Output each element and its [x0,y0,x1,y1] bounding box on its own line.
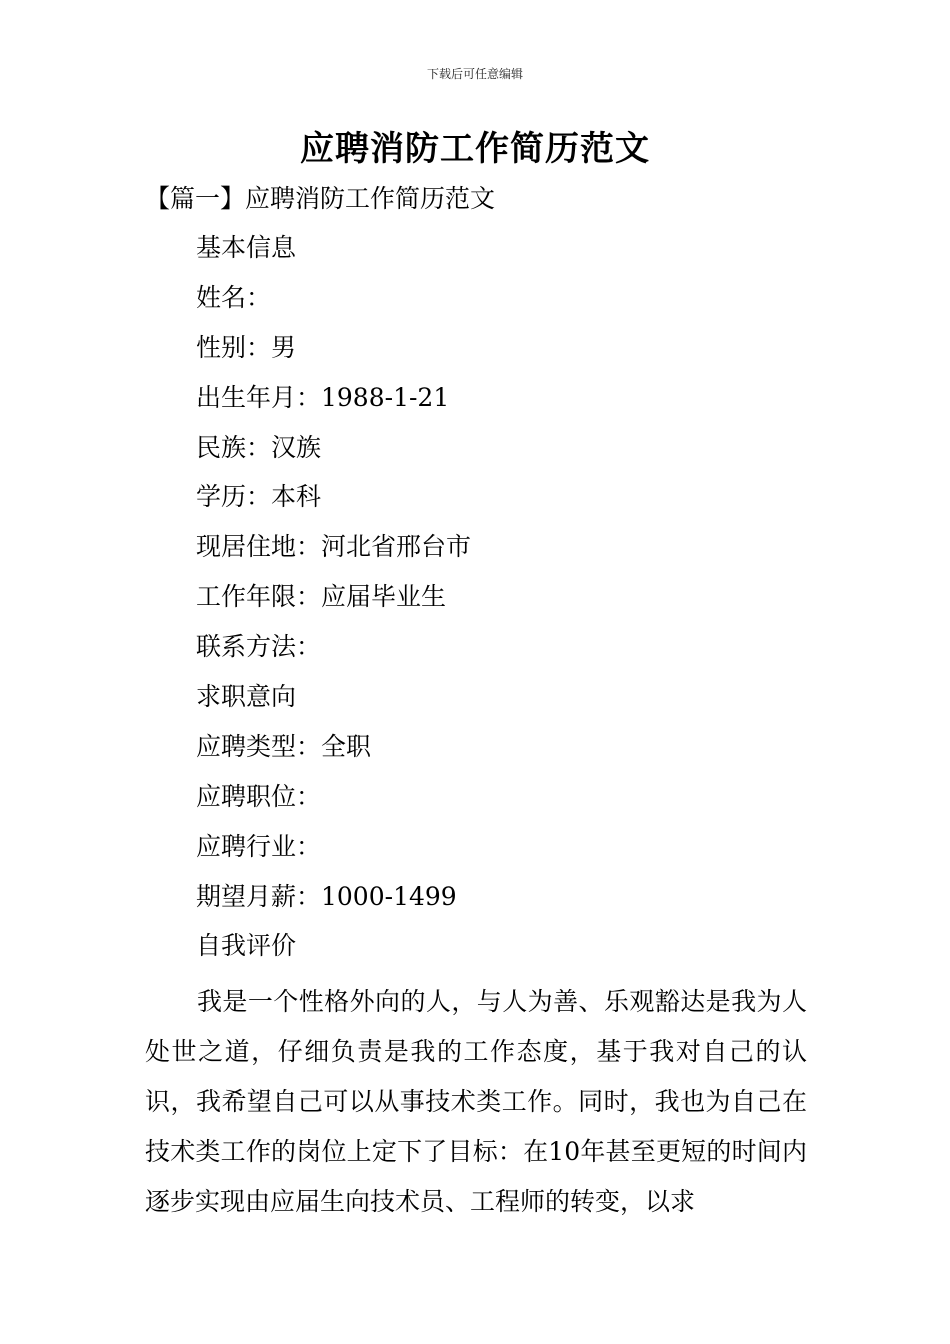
field-self-evaluation-heading: 自我评价 [196,931,297,961]
field-work-years: 工作年限：应届毕业生 [196,582,447,612]
field-basic-info-heading: 基本信息 [196,233,297,262]
field-job-intention-heading: 求职意向 [196,682,297,712]
field-job-type: 应聘类型：全职 [196,731,372,761]
field-position: 应聘职位： [196,781,322,811]
field-education: 学历：本科 [196,482,322,512]
section-heading: 【篇一】应聘消防工作简历范文 [145,184,496,213]
field-name: 姓名： [196,282,272,312]
field-expected-salary: 期望月薪：1000-1499 [196,881,457,911]
self-evaluation-paragraph: 我是一个性格外向的人，与人为善、乐观豁达是我为人处世之道，仔细负责是我的工作态度，基于我对自己的认识，我希望自己可以从事技术类工作。同时，我也为自己在技术类工作的岗位上定下了目标：在10年甚至更短的时间内逐步实现由应届生向技术员、工程师的转变，以求 [145,987,807,1216]
field-gender: 性别：男 [196,332,297,362]
field-industry: 应聘行业： [196,831,322,861]
field-residence: 现居住地：河北省邢台市 [196,532,472,562]
document-title: 应聘消防工作简历范文 [300,129,650,169]
field-ethnicity: 民族：汉族 [196,432,322,462]
page-header-note: 下载后可任意编辑 [426,67,523,81]
field-birth-date: 出生年月：1988-1-21 [196,382,450,412]
resume-field-list [196,229,471,977]
field-contact: 联系方法： [196,632,322,662]
